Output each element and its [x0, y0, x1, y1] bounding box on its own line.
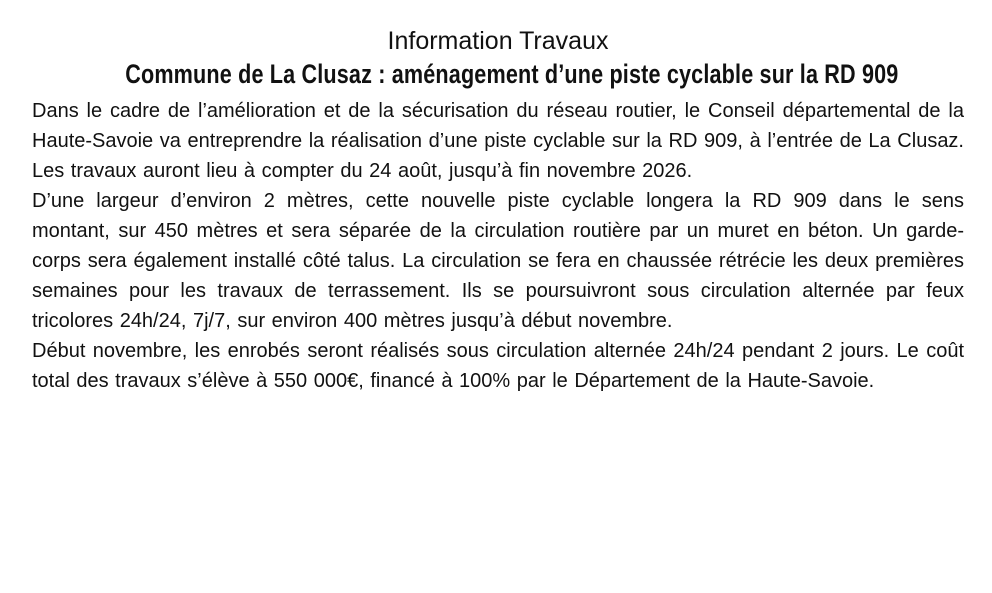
- notice-paragraph: Dans le cadre de l’amélioration et de la sécurisation du réseau routier, le Conseil départemental de la Haute-Savoie va entreprendre la réalisation d’une piste cyclable sur la RD 909, à l’entrée de La Clusaz. Les travaux auront lieu à compter du 24 août, jusqu’à fin novembre 2026.: [32, 100, 964, 182]
- notice-paragraph: Début novembre, les enrobés seront réalisés sous circulation alternée 24h/24 pendant 2 jours. Le coût total des travaux s’élève à 550 000€, financé à 100% par le Département de la Haute-Savoie.: [32, 340, 964, 392]
- notice-paragraph: D’une largeur d’environ 2 mètres, cette nouvelle piste cyclable longera la RD 909 dans le sens montant, sur 450 mètres et sera séparée de la circulation routière par un muret en béton. Un garde- corps sera également installé côté talus. La circulation se fera en chaussée rétrécie les deux premières semaines pour les travaux de terrassement. Ils se poursuivront sous circulation alternée par feux tricolores 24h/24, 7j/7, sur environ 400 mètres jusqu’à début novembre.: [32, 190, 964, 332]
- notice-body: [32, 96, 964, 396]
- notice-headline: Commune de La Clusaz : aménagement d’une piste cyclable sur la RD 909: [125, 59, 899, 89]
- notice: [32, 26, 964, 396]
- notice-kicker: Information Travaux: [387, 27, 609, 55]
